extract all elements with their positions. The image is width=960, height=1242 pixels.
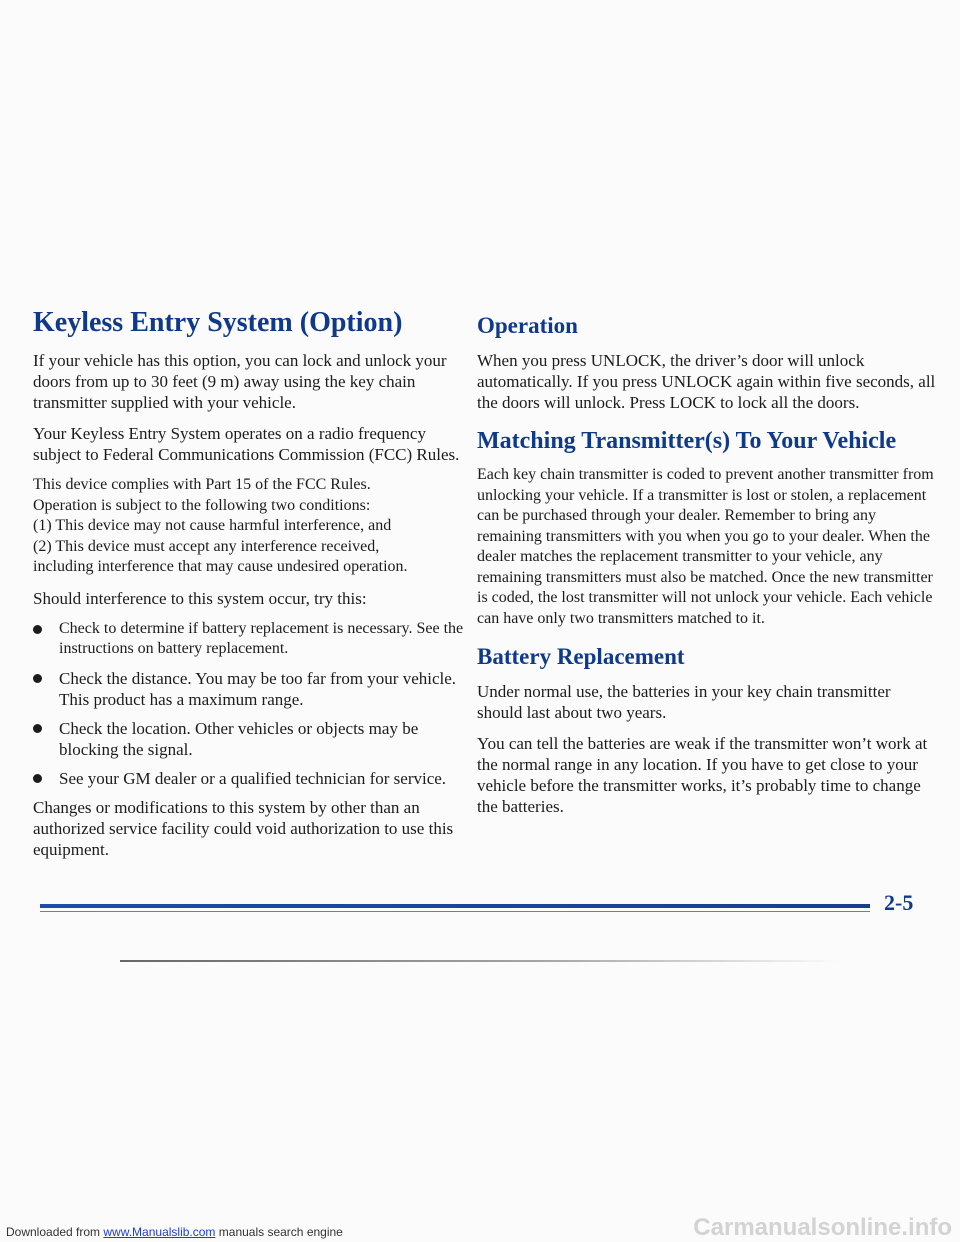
bullet-icon: [33, 625, 42, 634]
list-item-text: Check to determine if battery replacement is necessary. See the instructions on battery replacement.: [59, 619, 464, 657]
battery-paragraph-2: You can tell the batteries are weak if the transmitter won’t work at the normal range in any location. If you have to get close to your vehicle before the transmitter works, it’s probably time to change the batteries.: [477, 734, 928, 816]
list-item: [33, 718, 465, 760]
page-divider-thin: [40, 911, 870, 912]
source-prefix: Downloaded from: [6, 1225, 104, 1239]
fcc-line: (1) This device may not cause harmful interference, and: [33, 517, 392, 534]
matching-paragraph: Each key chain transmitter is coded to prevent another transmitter from unlocking your vehicle. If a transmitter is lost or stolen, a replacement can be purchased through your dealer. Remember to bring any remaining transmitters with you when you go to your dealer. When the dealer matches the replacement transmitter to your vehicle, any remaining transmitters must also be matched. Once the new transmitter is coded, the lost transmitter will not unlock your vehicle. Each vehicle can have only two transmitters matched to it.: [477, 466, 934, 627]
list-item-text: Check the location. Other vehicles or objects may be blocking the signal.: [59, 718, 419, 759]
scan-artifact-line: [120, 960, 840, 962]
fcc-line: including interference that may cause undesired operation.: [33, 558, 408, 575]
list-item: [33, 768, 465, 789]
page-number: 2-5: [884, 890, 914, 915]
section-title-battery: Battery Replacement: [477, 644, 685, 669]
list-item-text: See your GM dealer or a qualified technician for service.: [59, 768, 447, 788]
left-column: [33, 306, 465, 870]
fcc-compliance-statement: [33, 475, 465, 578]
operation-paragraph: When you press UNLOCK, the driver’s door will unlock automatically. If you press UNLOCK again within five seconds, all the doors will unlock. Press LOCK to lock all the doors.: [477, 351, 936, 412]
source-suffix: manuals search engine: [215, 1225, 343, 1239]
section-title-keyless-entry: Keyless Entry System (Option): [33, 307, 403, 338]
manualslib-link[interactable]: www.Manualslib.com: [103, 1225, 216, 1239]
list-item: [33, 668, 465, 710]
bullet-icon: [33, 674, 42, 683]
fcc-line: Operation is subject to the following two conditions:: [33, 496, 371, 514]
download-source-label: [6, 1225, 343, 1239]
page-divider: [40, 904, 870, 908]
troubleshooting-list: [33, 619, 465, 789]
modification-warning: Changes or modifications to this system by other than an authorized service facility could void authorization to use this equipment.: [33, 797, 454, 859]
fcc-intro-paragraph: Your Keyless Entry System operates on a radio frequency subject to Federal Communications Commission (FCC) Rules.: [33, 424, 460, 464]
site-watermark: Carmanualsonline.info: [693, 1214, 952, 1241]
bullet-icon: [33, 724, 42, 733]
right-column: [477, 306, 937, 827]
fcc-line: This device complies with Part 15 of the FCC Rules.: [33, 476, 371, 493]
battery-paragraph-1: Under normal use, the batteries in your key chain transmitter should last about two years.: [477, 682, 891, 722]
list-item-text: Check the distance. You may be too far from your vehicle. This product has a maximum range.: [59, 668, 457, 709]
bullet-icon: [33, 774, 42, 783]
fcc-line: (2) This device must accept any interference received,: [33, 537, 380, 555]
section-title-operation: Operation: [477, 313, 578, 338]
try-this-paragraph: Should interference to this system occur, try this:: [33, 588, 367, 608]
list-item: [33, 619, 465, 660]
intro-paragraph: If your vehicle has this option, you can lock and unlock your doors from up to 30 feet (9 m) away using the key chain transmitter supplied with your vehicle.: [33, 351, 447, 412]
section-title-matching: Matching Transmitter(s) To Your Vehicle: [477, 428, 897, 454]
